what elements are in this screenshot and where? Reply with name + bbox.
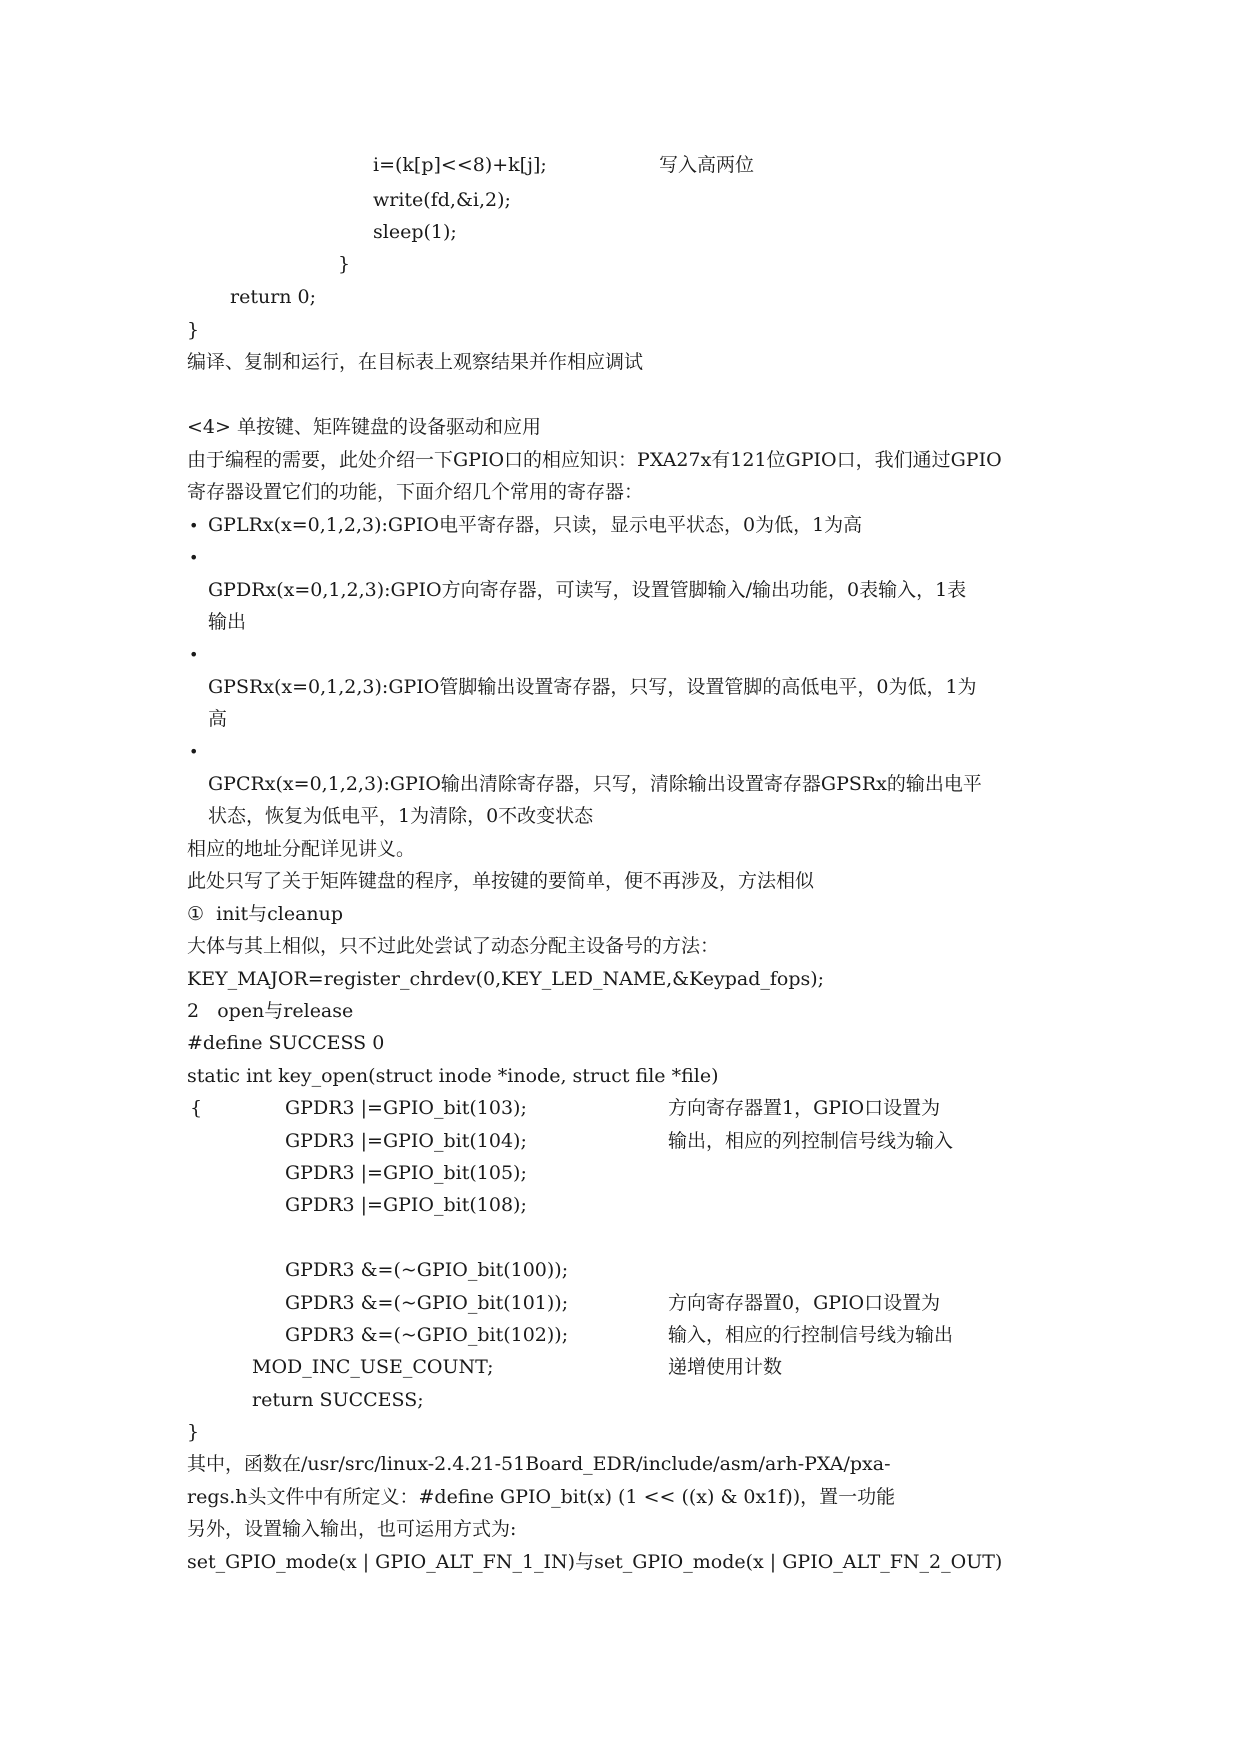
code-line: }: [187, 319, 200, 341]
code-line: GPDR3 |=GPIO_bit(104);: [285, 1130, 527, 1152]
bullet-marker: •: [189, 742, 199, 761]
section-heading: <4> 单按键、矩阵键盘的设备驱动和应用: [187, 416, 541, 438]
code-line: sleep(1);: [373, 221, 457, 243]
code-line: return 0;: [230, 286, 317, 308]
bullet-text: GPLRx(x=0,1,2,3):GPIO电平寄存器，只读，显示电平状态，0为低，1为高: [208, 514, 863, 536]
bullet-text: GPCRx(x=0,1,2,3):GPIO输出清除寄存器，只写，清除输出设置寄存器GPSRx的输出电平: [208, 773, 982, 795]
code-comment: 方向寄存器置0，GPIO口设置为: [668, 1292, 941, 1314]
bullet-text: GPSRx(x=0,1,2,3):GPIO管脚输出设置寄存器，只写，设置管脚的高低电平，0为低，1为: [208, 676, 977, 698]
paragraph: 此处只写了关于矩阵键盘的程序，单按键的要简单，便不再涉及，方法相似: [187, 870, 815, 892]
code-comment: 输入，相应的行控制信号线为输出: [668, 1324, 954, 1346]
bullet-text: 高: [208, 708, 228, 730]
code-comment: 写入高两位: [659, 154, 755, 176]
paragraph: 由于编程的需要，此处介绍一下GPIO口的相应知识：PXA27x有121位GPIO口，我们通过GPIO: [187, 449, 1002, 471]
paragraph: 2 open与release: [187, 1000, 354, 1022]
code-line: GPDR3 &=(~GPIO_bit(102));: [285, 1324, 569, 1346]
paragraph: regs.h头文件中有所定义：#define GPIO_bit(x) (1 << ((x) & 0x1f))，置一功能: [187, 1486, 896, 1508]
code-line: GPDR3 &=(~GPIO_bit(100));: [285, 1259, 569, 1281]
code-comment: 方向寄存器置1，GPIO口设置为: [668, 1097, 941, 1119]
paragraph: ① init与cleanup: [187, 903, 344, 925]
paragraph: 相应的地址分配详见讲义。: [187, 838, 416, 860]
paragraph: 另外，设置输入输出，也可运用方式为:: [187, 1518, 517, 1540]
bullet-text: 状态，恢复为低电平，1为清除，0不改变状态: [208, 805, 594, 827]
code-line: }: [338, 253, 351, 275]
code-comment: 输出，相应的列控制信号线为输入: [668, 1130, 954, 1152]
code-line: return SUCCESS;: [252, 1389, 424, 1411]
bullet-text: GPDRx(x=0,1,2,3):GPIO方向寄存器，可读写，设置管脚输入/输出功能，0表输入，1表: [208, 579, 967, 601]
code-line: KEY_MAJOR=register_chrdev(0,KEY_LED_NAME,&Keypad_fops);: [187, 968, 825, 990]
code-line: MOD_INC_USE_COUNT;: [252, 1356, 494, 1378]
code-line: static int key_open(struct inode *inode, struct file *file): [187, 1065, 719, 1087]
code-line: GPDR3 |=GPIO_bit(103);: [285, 1097, 527, 1119]
bullet-text: 输出: [208, 611, 247, 633]
bullet-marker: •: [189, 548, 199, 567]
paragraph: 寄存器设置它们的功能，下面介绍几个常用的寄存器：: [187, 481, 644, 503]
bullet-marker: •: [189, 516, 199, 535]
code-line: i=(k[p]<<8)+k[j];: [373, 154, 547, 176]
code-line: set_GPIO_mode(x | GPIO_ALT_FN_1_IN)与set_GPIO_mode(x | GPIO_ALT_FN_2_OUT): [187, 1551, 1003, 1573]
code-line: GPDR3 &=(~GPIO_bit(101));: [285, 1292, 569, 1314]
code-line: #define SUCCESS 0: [187, 1032, 385, 1054]
code-line: {: [190, 1097, 203, 1119]
code-line: }: [187, 1421, 200, 1443]
code-line: GPDR3 |=GPIO_bit(108);: [285, 1194, 527, 1216]
paragraph: 其中，函数在/usr/src/linux-2.4.21-51Board_EDR/include/asm/arh-PXA/pxa-: [187, 1453, 891, 1475]
code-line: GPDR3 |=GPIO_bit(105);: [285, 1162, 527, 1184]
code-comment: 递增使用计数: [668, 1356, 783, 1378]
paragraph: 大体与其上相似，只不过此处尝试了动态分配主设备号的方法：: [187, 935, 720, 957]
bullet-marker: •: [189, 645, 199, 664]
paragraph: 编译、复制和运行，在目标表上观察结果并作相应调试: [187, 351, 644, 373]
code-line: write(fd,&i,2);: [373, 189, 511, 211]
